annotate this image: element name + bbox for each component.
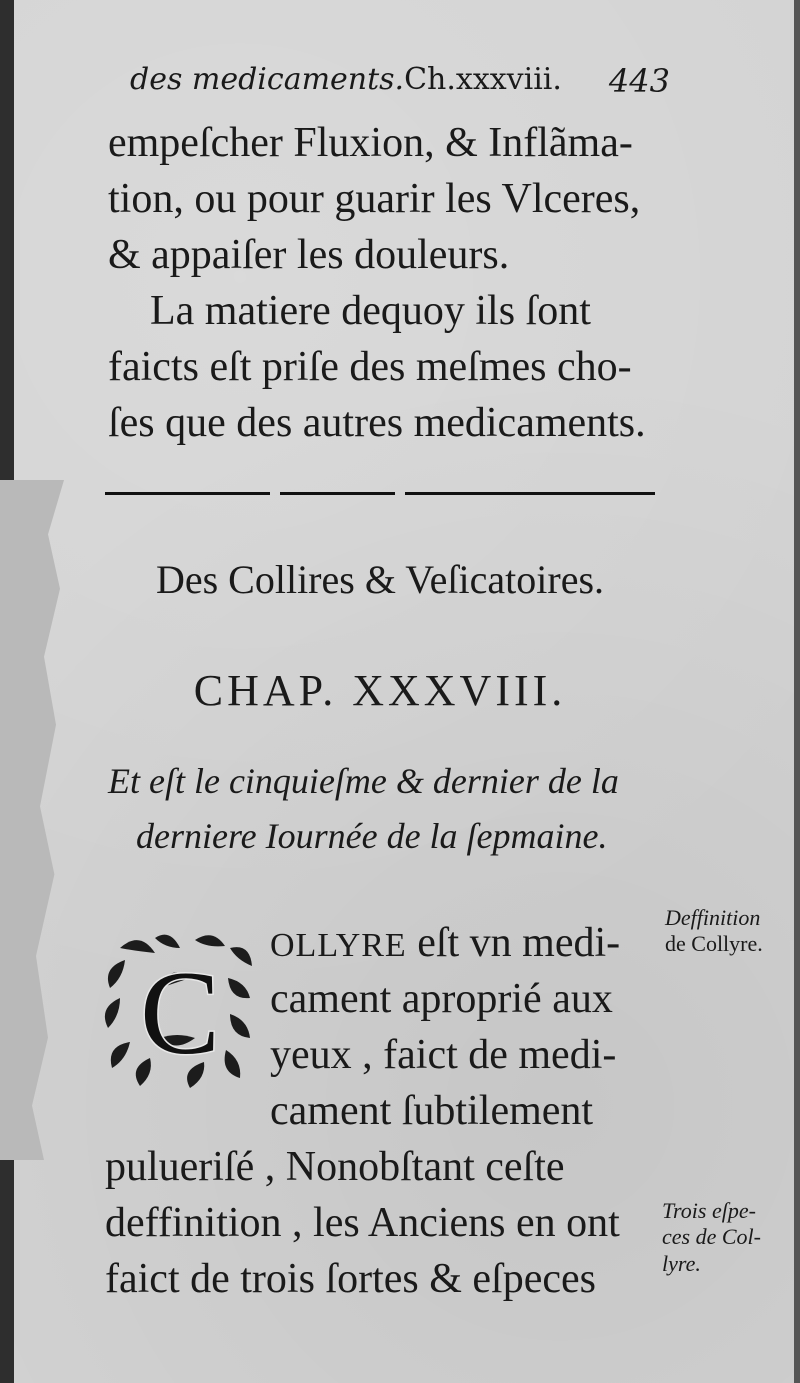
section-divider-rule bbox=[280, 492, 395, 495]
text-line-rest: eſt vn medi- bbox=[417, 920, 621, 966]
section-title: Des Collires & Veſicatoires. bbox=[155, 557, 605, 602]
text-line: tion, ou pour guarir les Vlceres, bbox=[108, 176, 641, 222]
torn-paper-area bbox=[0, 480, 80, 1160]
section-divider-rule bbox=[105, 492, 270, 495]
running-header bbox=[130, 62, 670, 102]
margin-note-three-kinds: Trois eſpe- ces de Col- lyre. bbox=[662, 1198, 761, 1276]
text-line: ſes que des autres medicaments. bbox=[108, 400, 646, 446]
page-number: 443 bbox=[608, 62, 670, 100]
text-line: La matiere dequoy ils ſont bbox=[150, 288, 591, 334]
text-line: deffinition , les Anciens en ont bbox=[105, 1200, 620, 1246]
chapter-subtitle-line: derniere Iournée de la ſepmaine. bbox=[136, 816, 608, 856]
text-line: cament aproprié aux bbox=[270, 976, 613, 1022]
text-line bbox=[270, 922, 620, 964]
text-line: empeſcher Fluxion, & Inflãma- bbox=[108, 120, 633, 166]
text-line: faicts eſt priſe des meſmes cho- bbox=[108, 344, 632, 390]
margin-note-definition: Deffinition de Collyre. bbox=[665, 905, 763, 957]
chapter-heading: CHAP. XXXVIII. bbox=[193, 666, 567, 715]
text-line: & appaiſer les douleurs. bbox=[108, 232, 510, 278]
chapter-reference: Ch.xxxviii. bbox=[404, 62, 562, 97]
chapter-subtitle-line: Et eſt le cinquieſme & dernier de la bbox=[108, 761, 619, 801]
first-word-smallcaps: OLLYRE bbox=[270, 927, 407, 964]
text-line: yeux , faict de medi- bbox=[270, 1032, 617, 1078]
foliage-ornament-icon bbox=[100, 928, 260, 1093]
decorated-initial bbox=[100, 928, 260, 1093]
running-title: des medicaments. bbox=[130, 62, 405, 97]
text-line: cament ſubtilement bbox=[270, 1088, 594, 1134]
drop-cap-letter: C bbox=[139, 946, 221, 1079]
text-line: faict de trois ſortes & eſpeces bbox=[105, 1256, 596, 1302]
text-line: pulueriſé , Nonobſtant ceſte bbox=[105, 1144, 565, 1190]
section-divider-rule bbox=[405, 492, 655, 495]
scan-edge-right bbox=[794, 0, 800, 1383]
